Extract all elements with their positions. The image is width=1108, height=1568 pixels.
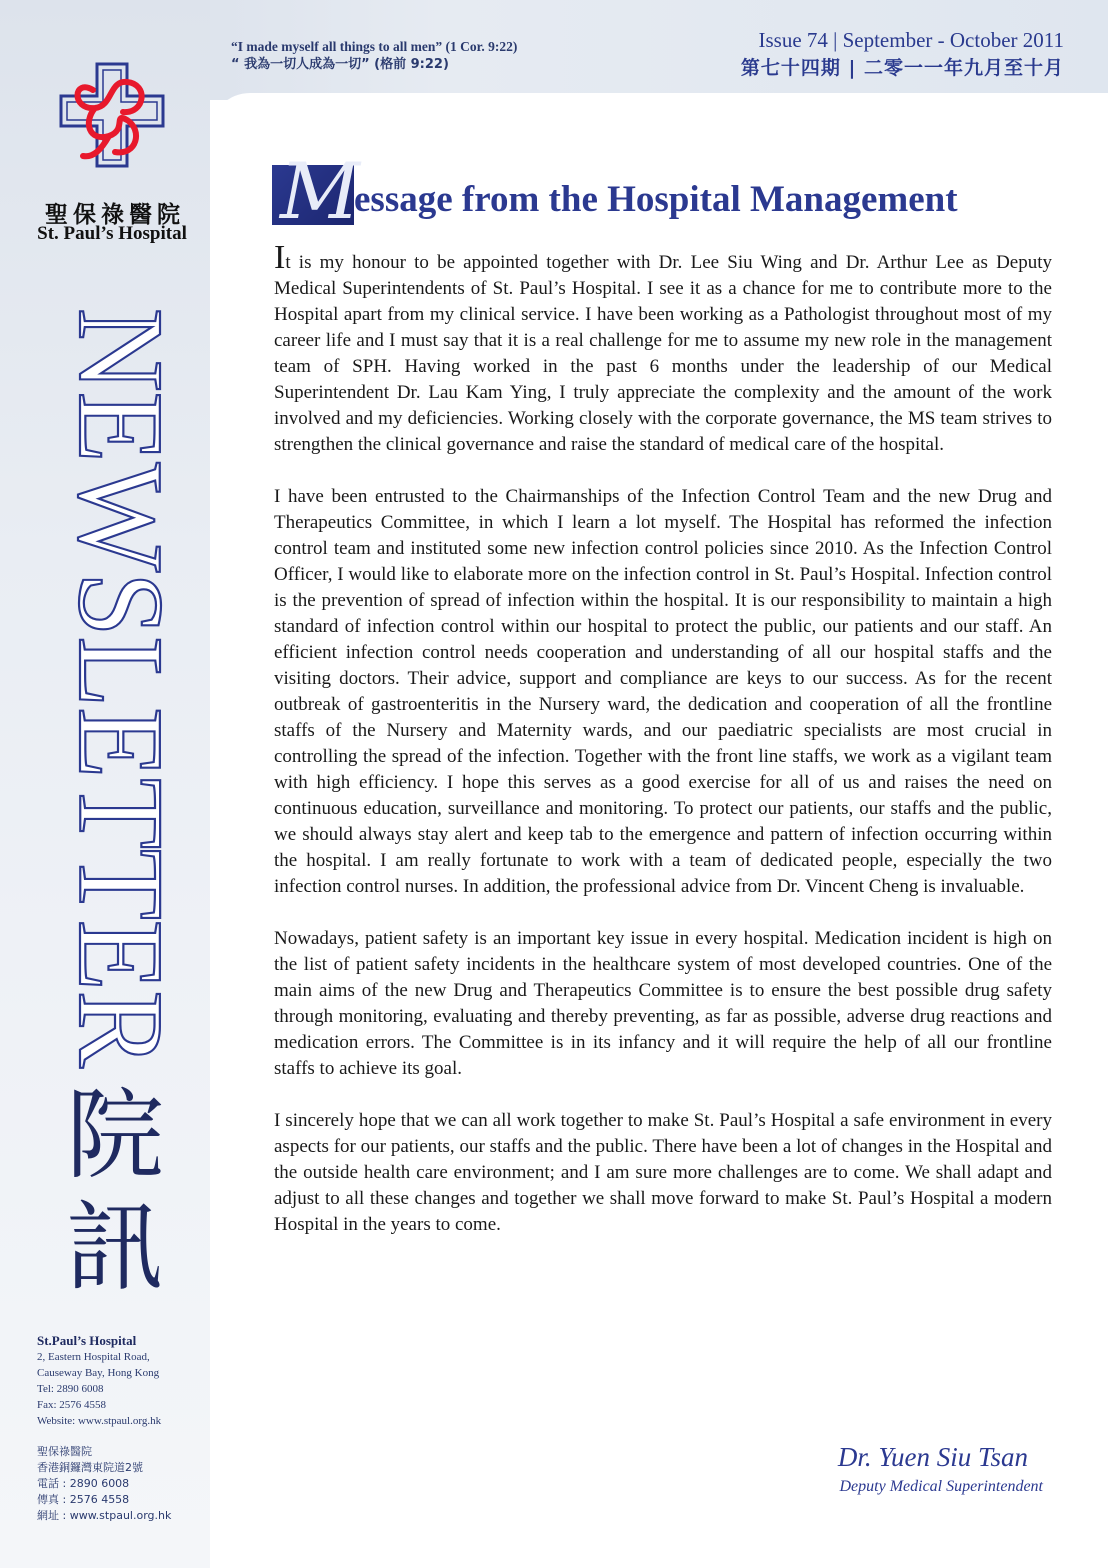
- title-initial-box: [272, 147, 360, 237]
- paragraph-3: Nowadays, patient safety is an important key issue in every hospital. Medication incident is high on the list of patient safety incidents in the healthcare system of most developed countries. One of the main aims of the new Drug and Therapeutics Committee is to ensure the best possible drug safety through monitoring, evaluating and thereby preventing, as far as possible, adverse drug reactions and medication errors. The Committee is in its infancy and it will require the help of all our frontline staffs to achieve its goal.: [274, 928, 1052, 1079]
- contact-info-en: [37, 1333, 207, 1429]
- paragraph-4: I sincerely hope that we can all work together to make St. Paul’s Hospital a safe environment in every aspects for our patients, our staffs and the public. There have been a lot of changes in the Hospital and the outside health care environment; and I am sure more challenges are to come. We shall adapt and adjust to all these changes and together we shall move forward to make St. Paul’s Hospital a modern Hospital in the years to come.: [274, 1110, 1052, 1235]
- signature-name: Dr. Yuen Siu Tsan: [837, 1442, 1028, 1472]
- contact-zh-address: 香港銅鑼灣東院道2號: [37, 1461, 143, 1474]
- contact-fax: Fax: 2576 4558: [37, 1399, 107, 1411]
- contact-website[interactable]: Website: www.stpaul.org.hk: [37, 1415, 162, 1427]
- signature-title: Deputy Medical Superintendent: [839, 1478, 1043, 1495]
- issue-info: [741, 26, 1064, 82]
- newsletter-zh-1: 院: [65, 1079, 164, 1193]
- contact-zh-website[interactable]: 網址 : www.stpaul.org.hk: [37, 1509, 172, 1522]
- contact-address-1: 2, Eastern Hospital Road,: [37, 1351, 150, 1363]
- newsletter-vertical-title: [8, 305, 208, 1075]
- hospital-name-zh: 聖保祿醫院: [45, 202, 185, 228]
- contact-zh-tel: 電話 : 2890 6008: [37, 1477, 130, 1490]
- drop-cap: I: [274, 239, 286, 276]
- quote-zh: “ 我為一切人成為一切” (格前 9:22): [231, 57, 449, 72]
- newsletter-zh-2: 訊: [65, 1191, 164, 1305]
- contact-zh-hospital: 聖保祿醫院: [37, 1445, 92, 1458]
- contact-info-zh: [37, 1444, 207, 1524]
- hospital-logo-icon: [53, 60, 171, 170]
- article-body: [274, 239, 1052, 1264]
- paragraph-1: [274, 239, 1052, 458]
- contact-zh-fax: 傳真 : 2576 4558: [37, 1493, 130, 1506]
- newsletter-zh: [55, 1080, 175, 1304]
- issue-en: Issue 74 | September - October 2011: [758, 28, 1064, 52]
- newsletter-word: NEWSLETTER: [53, 308, 188, 1075]
- hospital-name-en: St. Paul’s Hospital: [37, 223, 187, 244]
- bible-quote: [231, 38, 611, 74]
- contact-hospital: St.Paul’s Hospital: [37, 1333, 137, 1348]
- title-initial: M: [280, 147, 360, 237]
- contact-tel: Tel: 2890 6008: [37, 1383, 104, 1395]
- issue-zh: 第七十四期 | 二零一一年九月至十月: [740, 57, 1064, 79]
- contact-address-2: Causeway Bay, Hong Kong: [37, 1367, 160, 1379]
- quote-en: “I made myself all things to all men” (1 Cor. 9:22): [231, 39, 518, 54]
- paragraph-2: I have been entrusted to the Chairmanships of the Infection Control Team and the new Drug and Therapeutics Committee, in which I learn a lot myself. The Hospital has reformed the infection control team and instituted some new infection control policies since 2010. As the Infection Control Officer, I would like to elaborate more on the infection control in St. Paul’s Hospital. Infection control is the prevention of spread of infection within the hospital. It is our responsibility to maintain a high standard of infection control within our hospital to protect the public, our patients and our staff. An efficient infection control needs cooperation and understanding of all our hospital staffs and the visiting doctors. Their advice, support and compliance are keys to our success. As for the recent outbreak of gastroenteritis in the Nursery ward, the dedication and cooperation of all the frontline staffs of the Nursery and Maternity wards, and our paediatric specialists are most crucial in controlling the spread of the infection. Together with the front line staffs, we work as a vigilant team with high efficiency. I hope this serves as a good exercise for all of us and raises the need on continuous education, surveillance and monitoring. To protect our patients, our staffs and the public, we should always stay alert and keep tab to the emergence and pattern of infection occurring within the hospital. I am really fortunate to work with a team of dedicated people, especially the two infection control nurses. In addition, the professional advice from Dr. Vincent Cheng is invaluable.: [274, 486, 1052, 897]
- title-text: essage from the Hospital Management: [354, 179, 958, 220]
- paragraph-1-text: t is my honour to be appointed together with Dr. Lee Siu Wing and Dr. Arthur Lee as Deputy Medical Superintendents of St. Paul’s Hospital. I see it as a chance for me to contribute more to the Hospital apart from my clinical service. I have been working as a Pathologist throughout most of my career life and I must say that it is a real challenge for me to assume my new role in the management team of SPH. Having worked in the past 6 months under the leadership of our Medical Superintendent Dr. Lau Kam Ying, I truly appreciate the complexity and the amount of the work involved and my deficiencies. Working closely with the corporate governance, the MS team strives to strengthen the clinical governance and raise the standard of medical care of the hospital.: [274, 252, 1052, 455]
